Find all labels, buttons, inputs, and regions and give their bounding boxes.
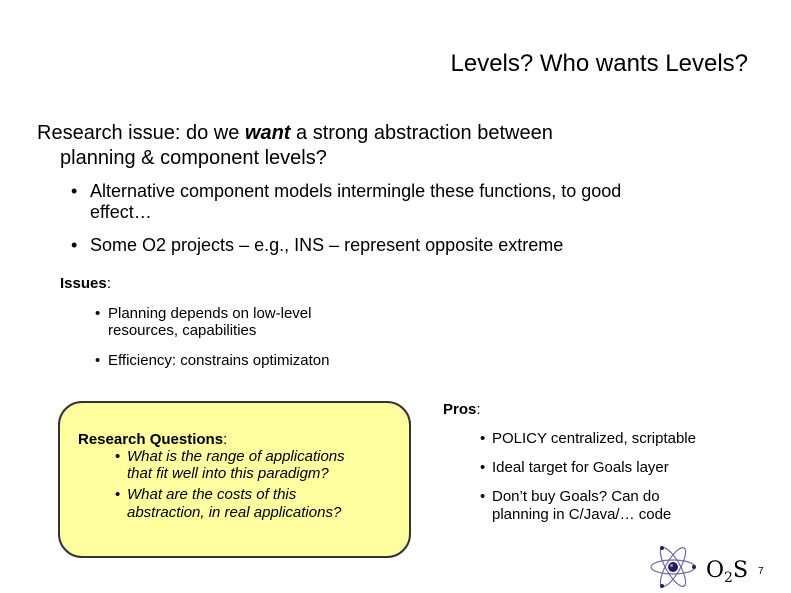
- question-2-line2: abstraction, in real applications?: [127, 504, 342, 521]
- atom-icon: [647, 545, 699, 589]
- question-2-line1: What are the costs of this: [127, 486, 297, 503]
- question-bullet-dot: •: [115, 448, 121, 465]
- issue-bullet-dot: •: [95, 305, 101, 322]
- pro-1-line1: POLICY centralized, scriptable: [492, 430, 696, 447]
- pro-bullet-dot: •: [480, 459, 486, 476]
- bullet-1-line1: Alternative component models intermingle these functions, to good: [90, 181, 622, 201]
- research-issue-label: Research issue:: [37, 122, 181, 144]
- bullet-dot: •: [71, 181, 78, 201]
- pro-bullet-dot: •: [480, 430, 486, 447]
- bullet-dot: •: [71, 235, 78, 255]
- research-issue-text-post: a strong abstraction between: [290, 122, 553, 144]
- question-bullet-dot: •: [115, 486, 121, 503]
- pro-2-line1: Ideal target for Goals layer: [492, 459, 669, 476]
- pro-3-line2: planning in C/Java/… code: [492, 506, 672, 523]
- research-questions-heading: Research Questions:: [78, 431, 228, 448]
- research-issue-line2: planning & component levels?: [60, 147, 327, 169]
- bullet-2-line1: Some O2 projects – e.g., INS – represent opposite extreme: [90, 235, 564, 255]
- pro-bullet-dot: •: [480, 488, 486, 505]
- issue-1-line2: resources, capabilities: [108, 322, 257, 339]
- research-issue-text-pre: do we: [180, 122, 245, 144]
- issue-bullet-dot: •: [95, 352, 101, 369]
- question-1-line2: that fit well into this paradigm?: [127, 465, 329, 482]
- research-issue-line1: [37, 121, 553, 145]
- research-issue-emphasis: want: [244, 122, 291, 144]
- issue-1-line1: Planning depends on low-level: [108, 305, 312, 322]
- pros-heading: Pros:: [443, 401, 481, 418]
- question-1-line1: What is the range of applications: [127, 448, 345, 465]
- slide-title: Levels? Who wants Levels?: [450, 50, 748, 77]
- bullet-1-line2: effect…: [90, 202, 152, 222]
- logo-wordmark: $O_2S$: [706, 558, 749, 586]
- page-number: 7: [758, 566, 764, 577]
- issues-heading: Issues:: [60, 275, 111, 292]
- issue-2-line1: Efficiency: constrains optimizaton: [108, 352, 330, 369]
- pro-3-line1: Don’t buy Goals? Can do: [492, 488, 660, 505]
